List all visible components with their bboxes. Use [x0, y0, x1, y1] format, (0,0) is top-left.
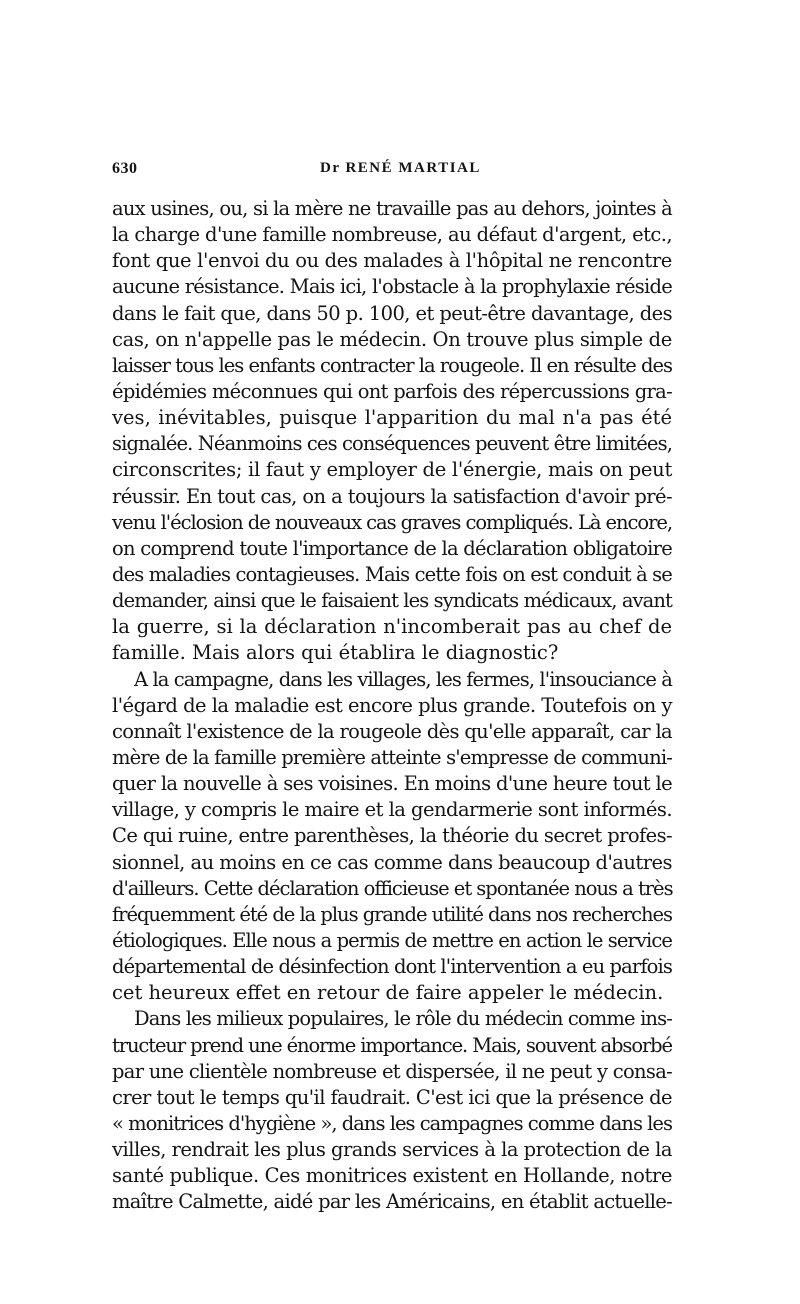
- text-line: village, y compris le maire et la gendarmerie sont informés.: [112, 798, 672, 822]
- text-line: ves, inévitables, puisque l'apparition du mal n'a pas été: [112, 406, 672, 430]
- text-line: des maladies contagieuses. Mais cette fois on est conduit à se: [112, 562, 672, 586]
- text-line: départemental de désinfection dont l'intervention a eu parfois: [112, 955, 672, 979]
- text-line: venu l'éclosion de nouveaux cas graves compliqués. Là encore,: [112, 510, 672, 534]
- text-line: aux usines, ou, si la mère ne travaille pas au dehors, jointes à: [112, 197, 672, 220]
- text-line: sionnel, au moins en ce cas comme dans beaucoup d'autres: [112, 850, 672, 874]
- text-line: dans le fait que, dans 50 p. 100, et peut-être davantage, des: [112, 301, 672, 325]
- paragraph-end-line: cet heureux effet en retour de faire appeler le médecin.: [112, 981, 664, 1005]
- text-line: l'égard de la maladie est encore plus grande. Toutefois on y: [112, 693, 672, 717]
- text-line: demander, ainsi que le faisaient les syndicats médicaux, avant: [112, 589, 672, 613]
- text-line: par une clientèle nombreuse et dispersée, il ne peut y consa-: [112, 1059, 672, 1083]
- body-text: [112, 196, 672, 1215]
- text-line: crer tout le temps qu'il faudrait. C'est ici que la présence de: [112, 1085, 672, 1109]
- paragraph-start-line: A la campagne, dans les villages, les fermes, l'insouciance à: [134, 667, 672, 691]
- text-line: mère de la famille première atteinte s'empresse de communi-: [112, 745, 672, 769]
- text-line: tructeur prend une énorme importance. Mais, souvent absorbé: [112, 1033, 672, 1057]
- running-head: Dr RENÉ MARTIAL: [320, 160, 481, 176]
- text-line: Ce qui ruine, entre parenthèses, la théorie du secret profes-: [112, 824, 672, 848]
- page-header: [112, 160, 672, 184]
- text-line: la charge d'une famille nombreuse, au défaut d'argent, etc.,: [112, 223, 672, 247]
- text-line: cas, on n'appelle pas le médecin. On trouve plus simple de: [112, 327, 672, 351]
- paragraph-start-line: Dans les milieux populaires, le rôle du médecin comme ins-: [134, 1007, 672, 1031]
- text-line: signalée. Néanmoins ces conséquences peuvent être limitées,: [112, 432, 672, 456]
- text-line: aucune résistance. Mais ici, l'obstacle à la prophylaxie réside: [112, 275, 672, 299]
- text-line: la guerre, si la déclaration n'incomberait pas au chef de: [112, 615, 672, 639]
- text-line: étiologiques. Elle nous a permis de mettre en action le service: [112, 928, 672, 952]
- text-line: d'ailleurs. Cette déclaration officieuse et spontanée nous a très: [112, 876, 673, 900]
- text-line: « monitrices d'hygiène », dans les campagnes comme dans les: [112, 1111, 672, 1135]
- text-line: on comprend toute l'importance de la déclaration obligatoire: [112, 536, 672, 560]
- paragraph-end-line: famille. Mais alors qui établira le diagnostic?: [112, 641, 559, 665]
- text-line: quer la nouvelle à ses voisines. En moins d'une heure tout le: [112, 772, 672, 796]
- text-line: font que l'envoi du ou des malades à l'hôpital ne rencontre: [112, 249, 672, 273]
- text-line: laisser tous les enfants contracter la rougeole. Il en résulte des: [112, 353, 672, 377]
- text-line: circonscrites; il faut y employer de l'énergie, mais on peut: [112, 458, 672, 482]
- text-line: réussir. En tout cas, on a toujours la satisfaction d'avoir pré-: [112, 484, 672, 508]
- text-line: épidémies méconnues qui ont parfois des répercussions gra-: [112, 379, 672, 403]
- text-line: maître Calmette, aidé par les Américains, en établit actuelle-: [112, 1190, 672, 1214]
- text-line: villes, rendrait les plus grands services à la protection de la: [112, 1138, 672, 1162]
- text-line: santé publique. Ces monitrices existent en Hollande, notre: [112, 1164, 672, 1188]
- page-number: 630: [112, 160, 138, 177]
- text-line: connaît l'existence de la rougeole dès qu'elle apparaît, car la: [112, 719, 672, 743]
- text-line: fréquemment été de la plus grande utilité dans nos recherches: [112, 902, 672, 926]
